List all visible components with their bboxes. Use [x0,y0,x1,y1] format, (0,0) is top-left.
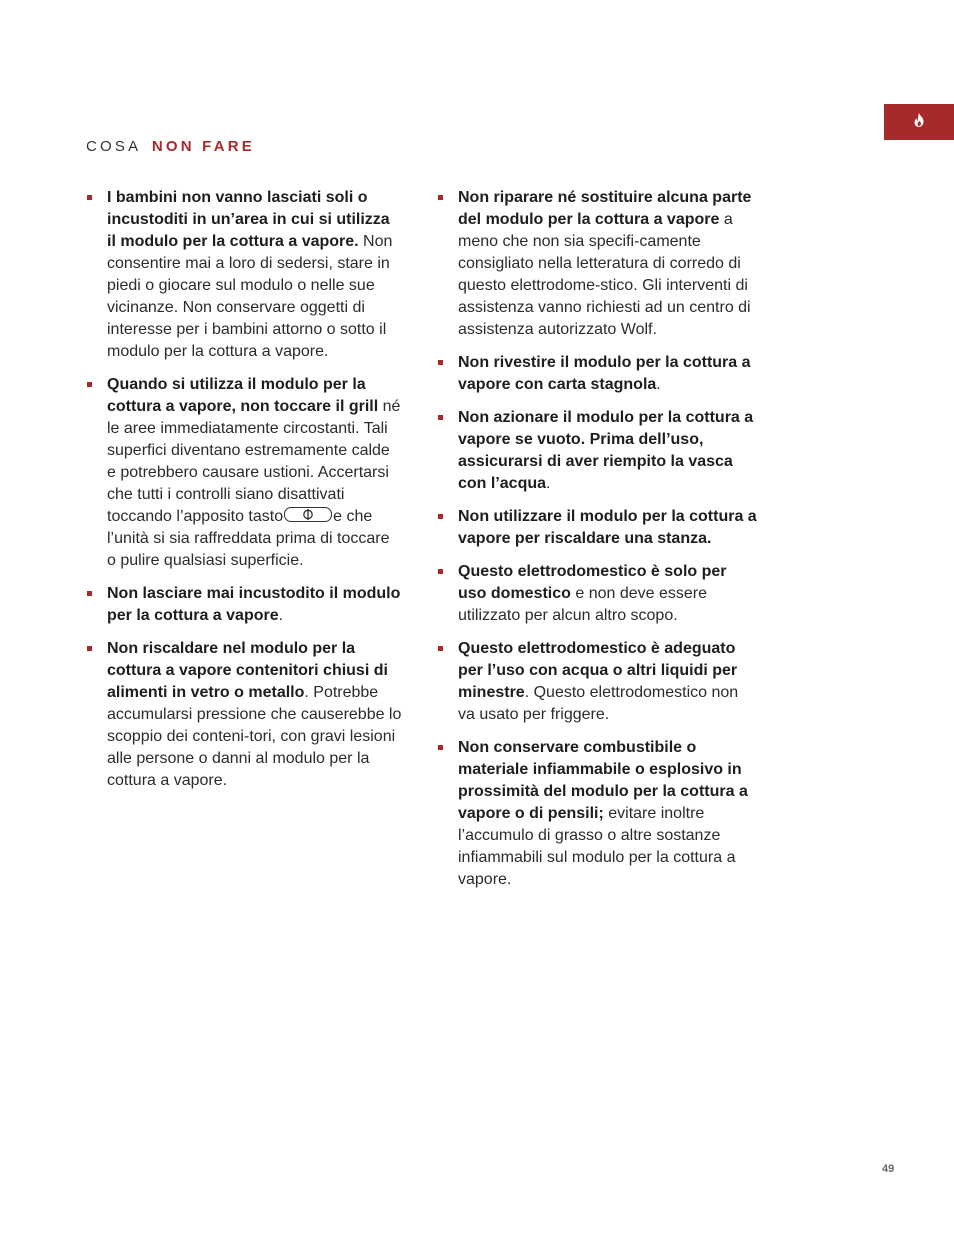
list-item [437,561,759,627]
item-text: né le aree immediatamente circostanti. Tali superfici diventano estremamente calde e potrebbero causare ustioni. Accertarsi che tutti i controlli siano disattivati toccando l’apposito tasto [107,398,401,525]
item-bold-text: Non utilizzare il modulo per la cottura a vapore per riscaldare una stanza. [458,508,757,547]
item-bold-text: Questo elettrodomestico è solo per uso domestico [458,563,727,602]
item-text: evitare inoltre l’accumulo di grasso o altre sostanze infiammabili sul modulo per la cottura a vapore. [458,805,736,888]
section-title-prefix: COSA [86,138,141,155]
item-text: . [546,475,551,492]
bullet-icon [438,514,443,519]
item-text: e non deve essere utilizzato per alcun altro scopo. [458,585,707,624]
flame-icon [913,113,925,132]
bullet-icon [438,415,443,420]
bullet-icon [87,195,92,200]
item-bold-text: Non riparare né sostituire alcuna parte del modulo per la cottura a vapore [458,189,752,228]
list-item [437,737,759,891]
item-bold-text: Non riscaldare nel modulo per la cottura a vapore contenitori chiusi di alimenti in vetro o metallo [107,640,388,701]
item-bold-text: Non azionare il modulo per la cottura a vapore se vuoto. Prima dell’uso, assicurarsi di aver riempito la vasca con l’acqua [458,409,754,492]
power-button-icon [284,507,332,522]
item-text: Non consentire mai a loro di sedersi, stare in piedi o giocare sul modulo o nelle sue vicinanze. Non conservare oggetti di interesse per i bambini attorno o sotto il modulo per la cottura a vapore. [107,233,393,360]
list-item [86,583,402,627]
item-text: a meno che non sia specifi-camente consigliato nella letteratura di corredo di questo elettrodome-stico. Gli interventi di assistenza vanno richiesti ad un centro di assistenza autorizzato Wolf. [458,211,751,338]
item-text: . Questo elettrodomestico non va usato per friggere. [458,684,739,723]
list-item [437,187,759,341]
list-item [86,374,402,572]
list-item [86,187,402,363]
list-item [437,407,759,495]
bullet-icon [87,591,92,596]
section-title [86,138,255,155]
item-text: . Potrebbe accumularsi pressione che causerebbe lo scoppio dei conteni-tori, con gravi lesioni alle persone o danni al modulo per la cottura a vapore. [107,684,402,789]
bullet-icon [438,745,443,750]
section-tab [884,104,954,140]
item-bold-text: Quando si utilizza il modulo per la cottura a vapore, non toccare il grill [107,376,379,415]
bullet-icon [438,360,443,365]
bullet-icon [438,569,443,574]
bullet-icon [438,195,443,200]
item-bold-text: Questo elettrodomestico è adeguato per l’uso con acqua o altri liquidi per minestre [458,640,738,701]
page-number: 49 [882,1163,895,1175]
left-column [86,187,402,803]
item-bold-text: Non conservare combustibile o materiale infiammabile o esplosivo in prossimità del modulo per la cottura a vapore o di pensili; [458,739,748,822]
item-text-after-icon: e che l’unità si sia raffreddata prima di toccare o pulire qualsiasi superficie. [107,508,390,569]
list-item [86,638,402,792]
item-bold-text: Non rivestire il modulo per la cottura a vapore con carta stagnola [458,354,751,393]
bullet-icon [87,646,92,651]
bullet-icon [87,382,92,387]
bullet-icon [438,646,443,651]
item-bold-text: I bambini non vanno lasciati soli o incustoditi in un’area in cui si utilizza il modulo per la cottura a vapore. [107,189,390,250]
item-bold-text: Non lasciare mai incustodito il modulo per la cottura a vapore [107,585,401,624]
item-text: . [656,376,661,393]
right-column [437,187,759,902]
item-text: . [278,607,284,624]
section-title-accent: NON FARE [151,138,255,155]
list-item [437,506,759,550]
list-item [437,352,759,396]
list-item [437,638,759,726]
